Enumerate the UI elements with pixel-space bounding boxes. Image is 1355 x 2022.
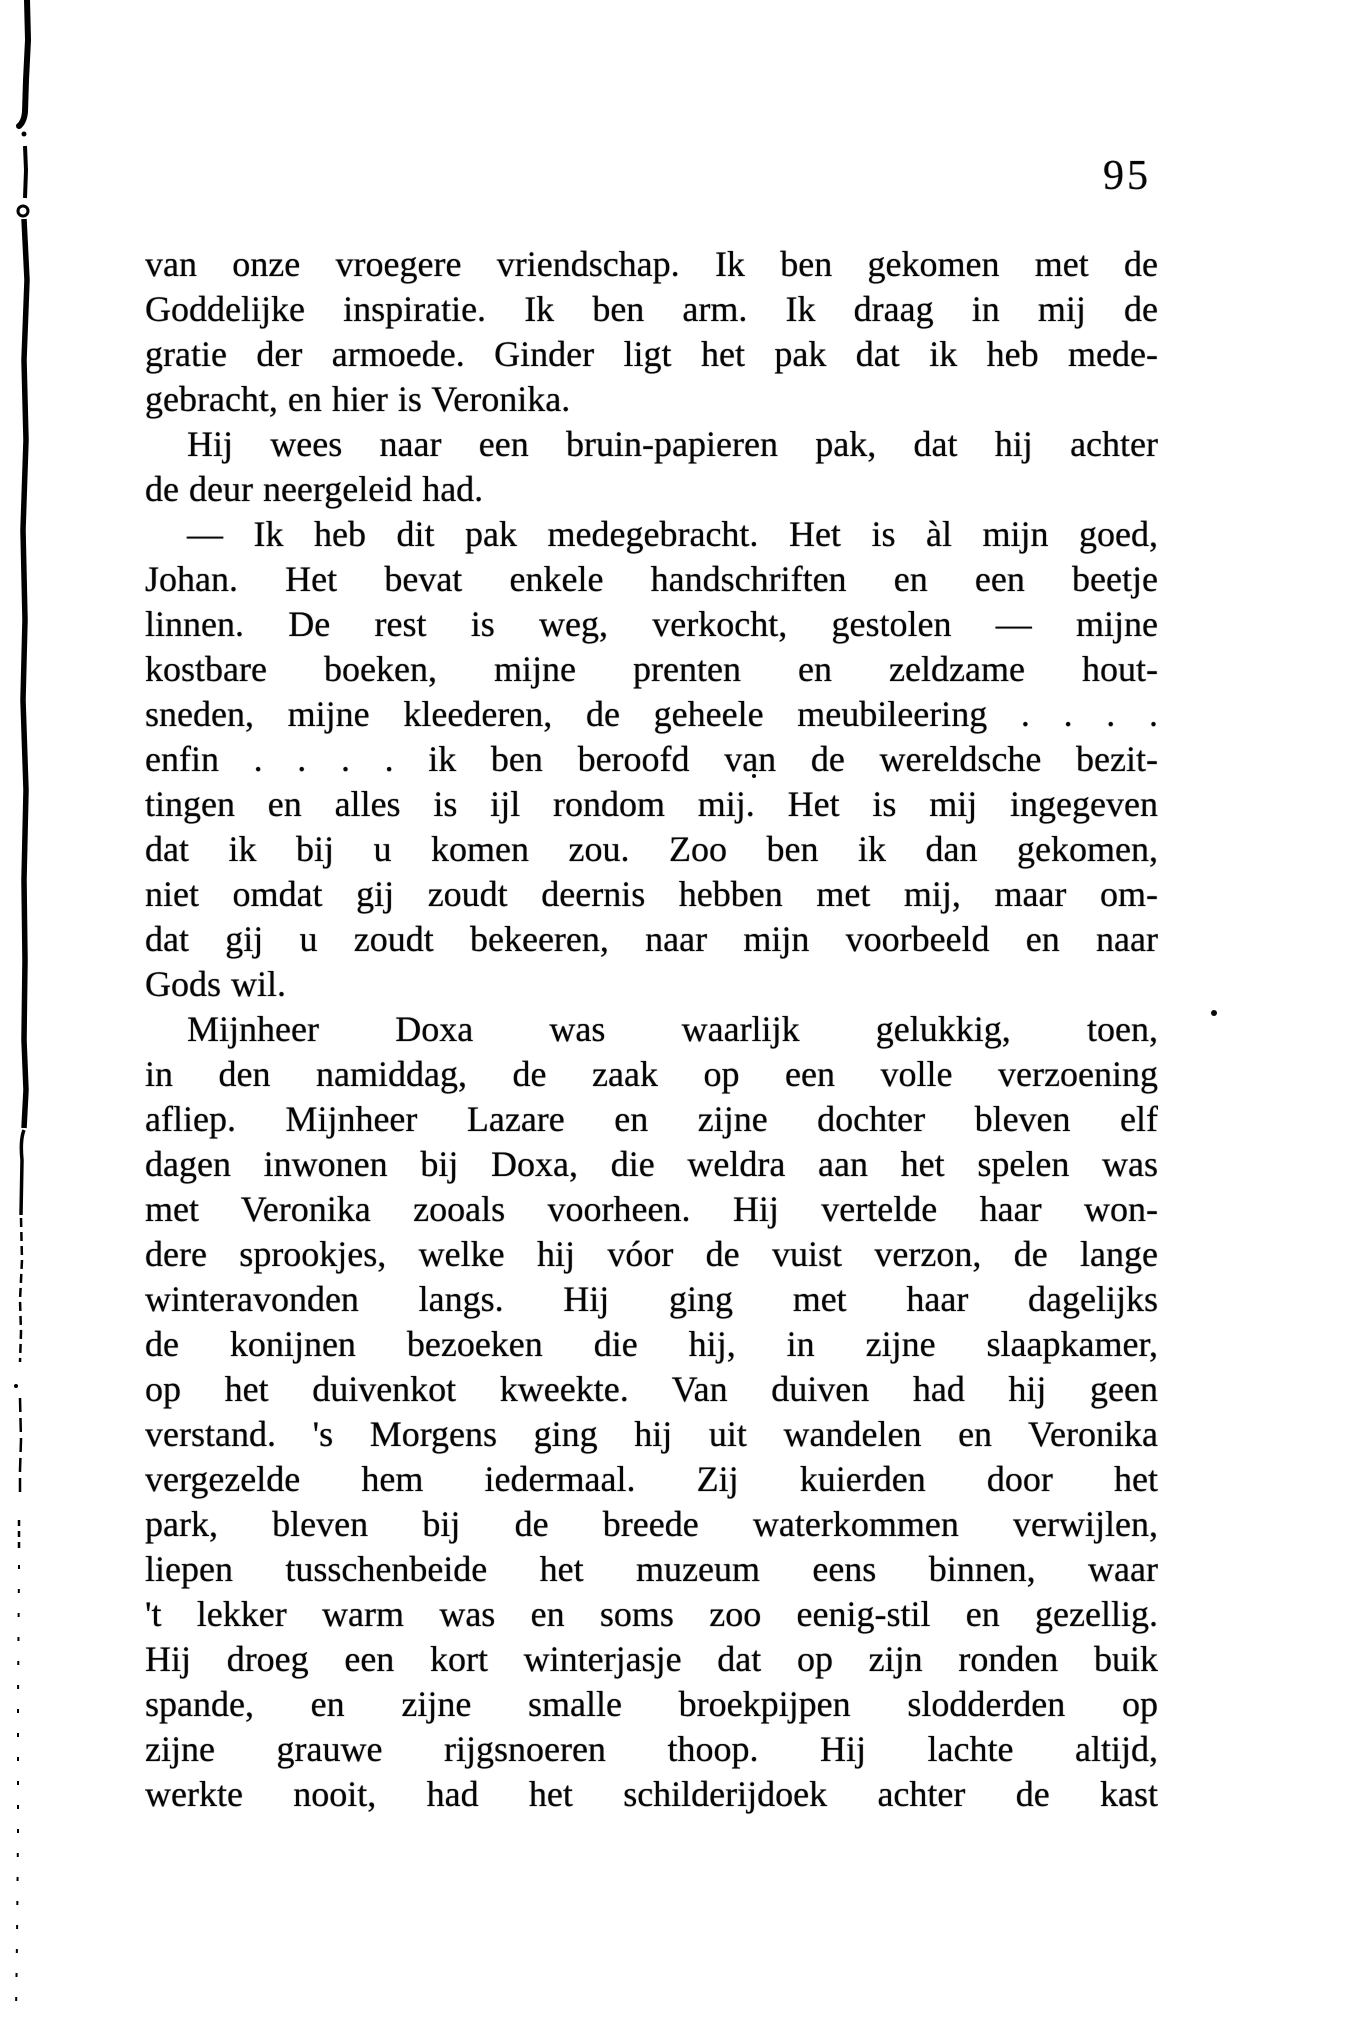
text-line: dat gij u zoudt bekeeren, naar mijn voorbeeld en naar [145,919,1158,959]
text-line: kostbare boeken, mijne prenten en zeldzame hout- [145,649,1158,689]
text-line: op het duivenkot kweekte. Van duiven had hij geen [145,1369,1158,1409]
text-line: winteravonden langs. Hij ging met haar dagelijks [145,1279,1158,1319]
text-line: 't lekker warm was en soms zoo eenig-stil en gezellig. [145,1594,1158,1634]
text-line: enfin . . . . ik ben beroofd van de wereldsche bezit- [145,739,1158,779]
text-line: Hij droeg een kort winterjasje dat op zijn ronden buik [145,1639,1158,1679]
ink-speck [1211,1010,1217,1016]
text-line: verstand. 's Morgens ging hij uit wandelen en Veronika [145,1414,1158,1454]
text-line: Goddelijke inspiratie. Ik ben arm. Ik draag in mij de [145,289,1158,329]
text-line: in den namiddag, de zaak op een volle verzoening [145,1054,1158,1094]
text-line: de deur neergeleid had. [145,469,484,509]
text-line: dat ik bij u komen zou. Zoo ben ik dan gekomen, [145,829,1158,869]
text-line: dere sprookjes, welke hij vóor de vuist verzon, de lange [145,1234,1158,1274]
text-line: gratie der armoede. Ginder ligt het pak dat ik heb mede- [145,334,1158,374]
text-line: tingen en alles is ijl rondom mij. Het is mij ingegeven [145,784,1158,824]
text-line: sneden, mijne kleederen, de geheele meubileering . . . . [145,694,1158,734]
text-line: niet omdat gij zoudt deernis hebben met mij, maar om- [145,874,1158,914]
text-line: de konijnen bezoeken die hij, in zijne slaapkamer, [145,1324,1158,1364]
text-line: spande, en zijne smalle broekpijpen slodderden op [145,1684,1158,1724]
text-line: afliep. Mijnheer Lazare en zijne dochter bleven elf [145,1099,1158,1139]
text-line: met Veronika zooals voorheen. Hij vertelde haar won- [145,1189,1158,1229]
text-line: Mijnheer Doxa was waarlijk gelukkig, toen, [187,1009,1158,1049]
page-number: 95 [1103,153,1151,199]
text-line: Gods wil. [145,964,287,1004]
text-line: Hij wees naar een bruin-papieren pak, dat hij achter [187,424,1158,464]
text-line: liepen tusschenbeide het muzeum eens binnen, waar [145,1549,1158,1589]
text-line: vergezelde hem iedermaal. Zij kuierden door het [145,1459,1158,1499]
text-line: werkte nooit, had het schilderijdoek achter de kast [145,1774,1158,1814]
text-line: Johan. Het bevat enkele handschriften en een beetje [145,559,1158,599]
text-block [145,242,1158,1817]
text-line: van onze vroegere vriendschap. Ik ben gekomen met de [145,244,1158,284]
text-line: zijne grauwe rijgsnoeren thoop. Hij lachte altijd, [145,1729,1158,1769]
text-line: park, bleven bij de breede waterkommen verwijlen, [145,1504,1158,1544]
text-line: — Ik heb dit pak medegebracht. Het is àl mijn goed, [187,514,1158,554]
text-line: linnen. De rest is weg, verkocht, gestolen — mijne [145,604,1158,644]
text-line: dagen inwonen bij Doxa, die weldra aan het spelen was [145,1144,1158,1184]
text-line: gebracht, en hier is Veronika. [145,379,571,419]
